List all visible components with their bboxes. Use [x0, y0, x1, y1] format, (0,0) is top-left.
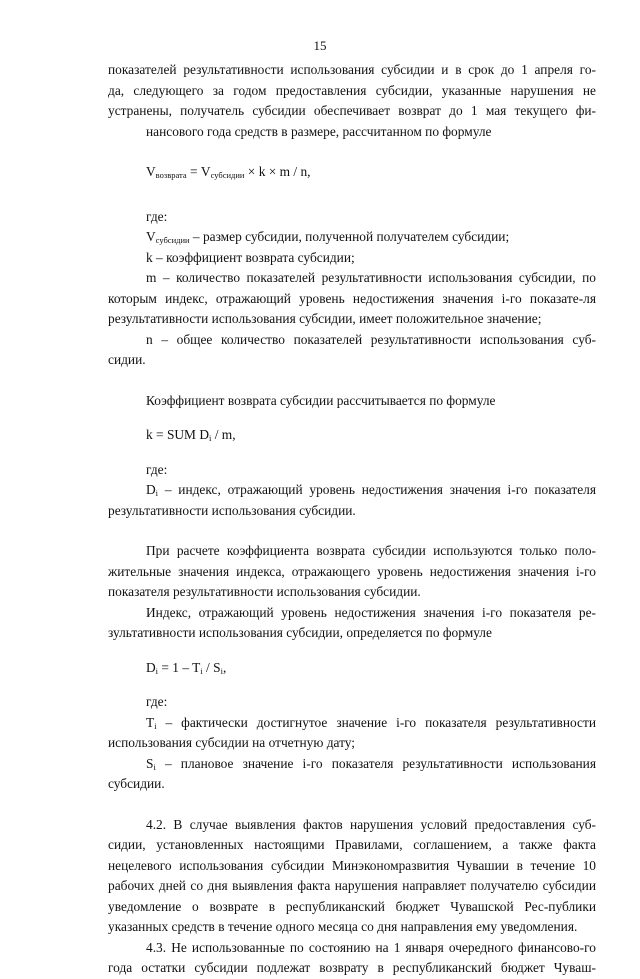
- formula3-d-sub: i: [155, 665, 159, 676]
- formula-index: [108, 658, 596, 679]
- intro-line-1: показателей результативности использования субсидии и в срок до 1 апреля го-: [108, 62, 596, 77]
- formula2-sub: i: [208, 433, 212, 443]
- def-v-text: – размер субсидии, полученной получателем субсидии;: [189, 229, 510, 244]
- section-4-2: 4.2. В случае выявления фактов нарушения условий предоставления суб-сидии, установленных настоящими Правилами, соглашением, а также факта нецелевого использования субсидии Минэкономразвития Чувашии в течение 10 рабочих дней со дня выявления факта нарушения направляет получателю субсидии уведомление о возврате в республиканский бюджет Чувашской Рес-публики указанных средств в течение одного месяца со дня направления ему уведомления.: [108, 816, 596, 934]
- section-4-3: 4.3. Не использованные по состоянию на 1 января очередного финансово-го года остатки субсидии подлежат возврату в республиканский бюджет Чуваш-: [108, 939, 596, 975]
- def-d-symbol: D: [146, 482, 156, 497]
- def-d-text: – индекс, отражающий уровень недостижения значения i-го показателя результативности использования субсидии.: [108, 482, 596, 518]
- formula1-v: V: [146, 164, 156, 179]
- intro-line-3: устранены, получатель субсидии обеспечивает возврат до 1 мая текущего фи-: [108, 103, 596, 118]
- formula1-v-sub: возврата: [155, 170, 187, 180]
- formula3-t-sub: i: [200, 665, 203, 676]
- where-label-1: где:: [146, 208, 168, 224]
- page-number: 15: [313, 38, 327, 53]
- where-label-3: где:: [146, 694, 168, 709]
- formula3-d: D: [146, 659, 156, 675]
- intro-line-2: да, следующего за годом предоставления субсидии, указанные нарушения не: [108, 82, 596, 98]
- formula-return-volume: [108, 162, 596, 183]
- formula3-mid: = 1 – T: [158, 659, 201, 675]
- formula-coefficient: [108, 425, 596, 446]
- def-s-text: – плановое значение i-го показателя результативности использования субсидии.: [108, 755, 596, 791]
- def-t-sub: i: [154, 720, 157, 731]
- def-m: m – количество показателей результативности использования субсидии, по которым индекс, отражающий уровень недостижения значения i-го показате-ля результативности использования субсидии, имеет положительное значение;: [108, 270, 596, 326]
- formula1-rest: × k × m / n,: [244, 164, 311, 179]
- def-s: [108, 754, 596, 795]
- formula2-right: / m,: [211, 427, 236, 442]
- def-s-sub: i: [153, 761, 156, 772]
- where-label-2: где:: [146, 461, 168, 477]
- page-body: [108, 60, 596, 979]
- def-v-sub: субсидии: [155, 235, 190, 245]
- calc-paragraph-1: При расчете коэффициента возврата субсидии используются только поло-жительные значения индекса, отражающего уровень недостижения значения i-го показателя результативности использования субсидии.: [108, 543, 596, 599]
- def-n: n – общее количество показателей результативности использования суб-сидии.: [108, 331, 596, 367]
- def-v-symbol: V: [146, 229, 156, 244]
- def-t-symbol: T: [146, 714, 155, 730]
- formula3-s-sub: i: [220, 665, 223, 676]
- def-d-sub: i: [155, 488, 159, 498]
- def-t-text: – фактически достигнутое значение i-го показателя результативности использования субсидии на отчетную дату;: [108, 714, 596, 750]
- formula3-mid2: / S: [202, 659, 221, 675]
- def-d: [108, 480, 596, 521]
- coef-intro: Коэффициент возврата субсидии рассчитывается по формуле: [146, 392, 496, 408]
- intro-line-4: нансового года средств в размере, рассчитанном по формуле: [146, 123, 492, 139]
- formula3-end: ,: [222, 659, 227, 675]
- def-k: k – коэффициент возврата субсидии;: [146, 249, 355, 265]
- def-s-symbol: S: [146, 755, 154, 771]
- formula1-eq: = V: [186, 164, 211, 179]
- def-v-subsidy: [108, 227, 596, 248]
- calc-paragraph-2: Индекс, отражающий уровень недостижения значения i-го показателя ре-зультативности использования субсидии, определяется по формуле: [108, 604, 596, 640]
- def-t: [108, 713, 596, 754]
- formula1-s-sub: субсидии: [210, 170, 245, 180]
- formula2-left: k = SUM D: [146, 427, 209, 442]
- intro-paragraph: [108, 60, 596, 142]
